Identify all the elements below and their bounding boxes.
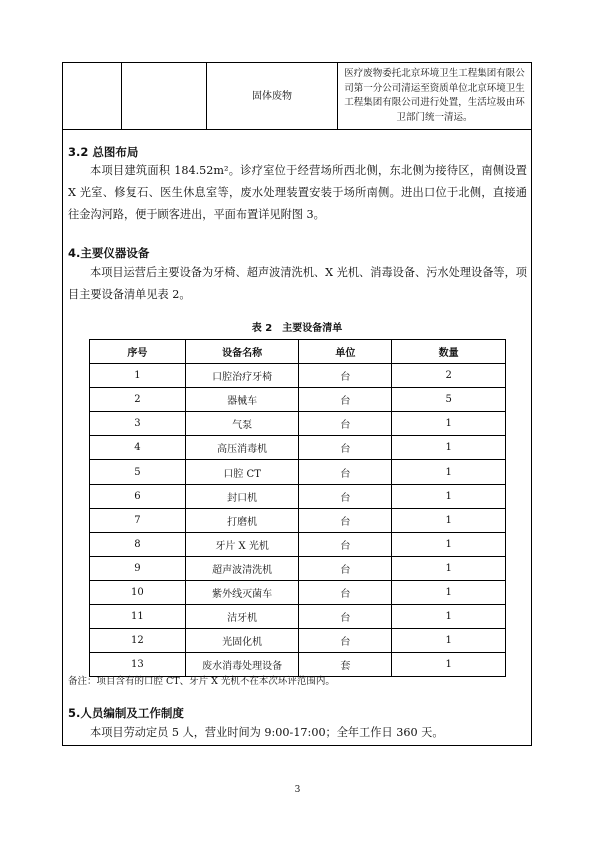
table-row	[63, 63, 532, 130]
table-row	[90, 364, 506, 388]
cell-index: 5	[90, 460, 186, 484]
cell-index: 2	[90, 388, 186, 412]
column-header-index: 序号	[90, 340, 186, 364]
waste-disposal-table	[62, 62, 532, 130]
cell-quantity: 2	[392, 364, 506, 388]
table-row	[90, 605, 506, 629]
cell-name: 打磨机	[185, 508, 299, 532]
cell-name: 洁牙机	[185, 605, 299, 629]
cell-index: 1	[90, 364, 186, 388]
cell-index: 13	[90, 653, 186, 677]
cell-quantity: 1	[392, 460, 506, 484]
staffing-paragraph: 本项目劳动定员 5 人，营业时间为 9:00-17:00；全年工作日 360 天。	[90, 726, 444, 739]
cell-index: 10	[90, 580, 186, 604]
table-row	[90, 436, 506, 460]
cell-unit: 台	[299, 364, 392, 388]
waste-type-cell: 固体废物	[207, 63, 338, 130]
section-heading-layout: 3.2 总图布局	[68, 145, 139, 159]
cell-name: 废水消毒处理设备	[185, 653, 299, 677]
cell-quantity: 1	[392, 605, 506, 629]
cell-quantity: 1	[392, 653, 506, 677]
section-heading-staffing: 5.人员编制及工作制度	[68, 706, 184, 720]
cell-index: 4	[90, 436, 186, 460]
cell-index: 11	[90, 605, 186, 629]
cell-unit: 套	[299, 653, 392, 677]
column-header-name: 设备名称	[185, 340, 299, 364]
cell-name: 超声波清洗机	[185, 556, 299, 580]
cell-unit: 台	[299, 556, 392, 580]
cell-quantity: 1	[392, 556, 506, 580]
cell-name: 光固化机	[185, 629, 299, 653]
table-row	[90, 580, 506, 604]
layout-paragraph: 本项目建筑面积 184.52m²。诊疗室位于经营场所西北侧，东北侧为接待区，南侧设置 X 光室、修复石、医生休息室等，废水处理装置安装于场所南侧。进出口位于北侧，直接通往金沟河路，便于顾客进出，平面布置详见附图 3。	[68, 164, 527, 221]
cell-name: 高压消毒机	[185, 436, 299, 460]
table-row	[90, 508, 506, 532]
waste-disposal-cell: 医疗废物委托北京环境卫生工程集团有限公司第一分公司清运至资质单位北京环境卫生工程集团有限公司进行处置，生活垃圾由环卫部门统一清运。	[338, 63, 532, 130]
cell-name: 紫外线灭菌车	[185, 580, 299, 604]
cell-name: 封口机	[185, 484, 299, 508]
table-caption: 表 2 主要设备清单	[251, 323, 343, 334]
cell-index: 3	[90, 412, 186, 436]
cell-quantity: 1	[392, 436, 506, 460]
cell-name: 气泵	[185, 412, 299, 436]
cell-name: 口腔 CT	[185, 460, 299, 484]
cell-unit: 台	[299, 605, 392, 629]
equipment-paragraph: 本项目运营后主要设备为牙椅、超声波清洗机、X 光机、消毒设备、污水处理设备等，项目主要设备清单见表 2。	[68, 266, 527, 301]
table-header-row	[90, 340, 506, 364]
section-heading-equipment: 4.主要仪器设备	[68, 246, 150, 260]
cell-index: 6	[90, 484, 186, 508]
cell-index: 9	[90, 556, 186, 580]
cell-quantity: 1	[392, 484, 506, 508]
table-row	[90, 532, 506, 556]
cell-name: 牙片 X 光机	[185, 532, 299, 556]
cell-quantity: 1	[392, 629, 506, 653]
equipment-table	[89, 339, 506, 677]
cell-unit: 台	[299, 580, 392, 604]
table-cell-empty	[122, 63, 207, 130]
cell-unit: 台	[299, 412, 392, 436]
cell-name: 器械车	[185, 388, 299, 412]
cell-unit: 台	[299, 460, 392, 484]
cell-index: 8	[90, 532, 186, 556]
table-row	[90, 412, 506, 436]
table-note: 备注：项目含有的口腔 CT、牙片 X 光机不在本次环评范围内。	[68, 676, 335, 687]
cell-unit: 台	[299, 484, 392, 508]
cell-index: 7	[90, 508, 186, 532]
cell-unit: 台	[299, 508, 392, 532]
column-header-unit: 单位	[299, 340, 392, 364]
cell-index: 12	[90, 629, 186, 653]
table-cell-empty	[63, 63, 122, 130]
table-row	[90, 556, 506, 580]
cell-quantity: 1	[392, 412, 506, 436]
cell-name: 口腔治疗牙椅	[185, 364, 299, 388]
cell-quantity: 1	[392, 508, 506, 532]
cell-quantity: 1	[392, 580, 506, 604]
table-row	[90, 388, 506, 412]
cell-unit: 台	[299, 436, 392, 460]
cell-unit: 台	[299, 532, 392, 556]
column-header-quantity: 数量	[392, 340, 506, 364]
table-row	[90, 629, 506, 653]
cell-unit: 台	[299, 629, 392, 653]
table-row	[90, 484, 506, 508]
cell-unit: 台	[299, 388, 392, 412]
table-row	[90, 460, 506, 484]
page-number: 3	[294, 785, 301, 795]
cell-quantity: 1	[392, 532, 506, 556]
cell-quantity: 5	[392, 388, 506, 412]
